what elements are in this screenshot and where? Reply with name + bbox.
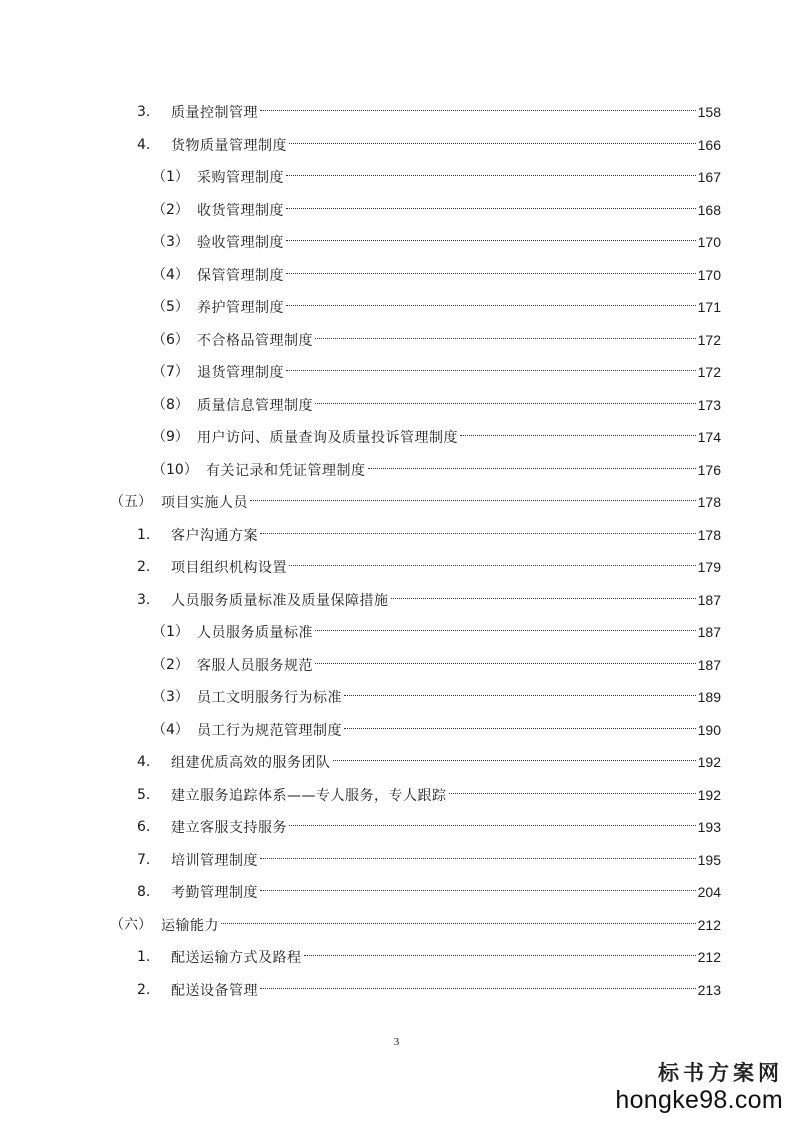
toc-entry-number: 3.	[137, 591, 151, 608]
toc-entry-page: 187	[697, 591, 721, 608]
toc-entry-number: （4）	[152, 266, 189, 283]
toc-entry-title: 用户访问、质量查询及质量投诉管理制度	[197, 430, 458, 446]
toc-entry-title: 组建优质高效的服务团队	[171, 755, 331, 771]
toc-entry-page: 190	[697, 721, 721, 738]
toc-entry-title: 收货管理制度	[197, 202, 284, 219]
dot-leader	[260, 838, 696, 859]
toc-entry-title: 员工文明服务行为标准	[197, 690, 342, 706]
dot-leader	[250, 480, 696, 501]
toc-entry-title: 质量控制管理	[171, 105, 258, 121]
toc-entry-page: 192	[697, 754, 721, 770]
dot-leader	[289, 545, 696, 566]
toc-entry-number: 5.	[137, 786, 151, 803]
toc-entry-title: 考勤管理制度	[171, 885, 258, 901]
toc-entry-number: 1.	[137, 526, 151, 543]
toc-entry-page: 158	[697, 104, 721, 120]
toc-entry-title: 培训管理制度	[171, 852, 258, 869]
toc-entry-number: （10）	[152, 461, 198, 478]
toc-entry-number: 7.	[137, 851, 151, 868]
dot-leader	[391, 578, 696, 599]
toc-entry-page: 189	[697, 689, 721, 705]
dot-leader	[260, 870, 696, 891]
toc-entry-title: 建立客服支持服务	[171, 820, 287, 836]
dot-leader	[289, 123, 696, 144]
toc-entry-page: 187	[697, 656, 721, 673]
watermark-brand: 标书方案网	[658, 1060, 783, 1085]
dot-leader	[304, 935, 696, 956]
toc-entry-page: 173	[697, 396, 721, 413]
toc-entry-page: 166	[697, 136, 721, 153]
toc-entry-number: （3）	[152, 234, 189, 250]
dot-leader	[260, 513, 696, 534]
dot-leader	[286, 253, 696, 274]
toc-entry-page: 170	[697, 234, 721, 250]
dot-leader	[286, 188, 696, 209]
watermark-url: hongke98.com	[615, 1086, 783, 1114]
toc-entry-title: 有关记录和凭证管理制度	[206, 462, 366, 479]
toc-entry-title: 质量信息管理制度	[197, 397, 313, 414]
toc-entry-number: （7）	[152, 364, 189, 380]
dot-leader	[344, 708, 696, 729]
toc-entry-title: 货物质量管理制度	[171, 137, 287, 154]
toc-entry-page: 178	[697, 494, 721, 510]
toc-entry-title: 养护管理制度	[197, 300, 284, 316]
toc-entry-page: 179	[697, 559, 721, 575]
toc-entry-title: 员工行为规范管理制度	[197, 722, 342, 739]
toc-entry-number: 2.	[137, 981, 151, 998]
dot-leader	[286, 350, 696, 371]
watermark-logo	[615, 1060, 783, 1114]
toc-entry-number: （5）	[152, 299, 189, 315]
toc-entry-title: 退货管理制度	[197, 365, 284, 381]
dot-leader	[286, 155, 696, 176]
toc-entry-page: 171	[697, 299, 721, 315]
dot-leader	[344, 675, 696, 696]
toc-entry-number: 1.	[137, 949, 151, 965]
toc-entry-title: 建立服务追踪体系——专人服务，专人跟踪	[171, 787, 447, 804]
toc-entry-page: 174	[697, 429, 721, 445]
toc-entry-number: 6.	[137, 819, 151, 835]
toc-entry-line	[171, 974, 721, 1006]
toc-entry-title: 客户沟通方案	[171, 527, 258, 544]
toc-entry[interactable]	[0, 974, 793, 1006]
dot-leader	[333, 740, 696, 761]
dot-leader	[368, 448, 696, 469]
toc-entry-number: （2）	[152, 201, 189, 218]
toc-entry-title: 运输能力	[161, 917, 219, 934]
toc-entry-number: （六）	[110, 916, 152, 933]
toc-entry-page: 193	[697, 819, 721, 835]
toc-entry-page: 178	[697, 526, 721, 543]
dot-leader	[449, 773, 696, 794]
toc-entry-title: 人员服务质量标准及质量保障措施	[171, 592, 389, 609]
toc-entry-number: （2）	[152, 656, 189, 673]
dot-leader	[260, 90, 696, 111]
toc-entry-title: 配送设备管理	[171, 982, 258, 999]
toc-entry-title: 客服人员服务规范	[197, 657, 313, 674]
toc-entry-number: （8）	[152, 396, 189, 413]
toc-entry-number: （4）	[152, 721, 189, 738]
toc-entry-number: （9）	[152, 429, 189, 445]
toc-entry-page: 187	[697, 624, 721, 640]
dot-leader	[260, 968, 696, 989]
toc-entry-page: 172	[697, 331, 721, 348]
toc-entry-page: 167	[697, 169, 721, 185]
toc-entry-page: 212	[697, 916, 721, 933]
dot-leader	[315, 383, 696, 404]
toc-entry-title: 验收管理制度	[197, 235, 284, 251]
toc-entry-title: 保管管理制度	[197, 267, 284, 284]
dot-leader	[315, 610, 696, 631]
toc-entry-number: 2.	[137, 559, 151, 575]
toc-entry-title: 项目实施人员	[161, 495, 248, 511]
toc-entry-page: 192	[697, 786, 721, 803]
toc-entry-number: （五）	[110, 494, 152, 510]
toc-entry-title: 项目组织机构设置	[171, 560, 287, 576]
dot-leader	[315, 643, 696, 664]
toc-entry-page: 168	[697, 201, 721, 218]
dot-leader	[289, 805, 696, 826]
toc-entry-number: 4.	[137, 136, 151, 153]
toc-entry-number: （3）	[152, 689, 189, 705]
toc-entry-page: 176	[697, 461, 721, 478]
toc-entry-title: 人员服务质量标准	[197, 625, 313, 641]
toc-entry-page: 170	[697, 266, 721, 283]
toc-entry-page: 172	[697, 364, 721, 380]
dot-leader	[286, 220, 696, 241]
toc-entry-number: 4.	[137, 754, 151, 770]
page-number: 3	[393, 1036, 400, 1048]
dot-leader	[315, 318, 696, 339]
toc-entry-number: 8.	[137, 884, 151, 900]
toc-entry-page: 213	[697, 981, 721, 998]
toc-entry-page: 195	[697, 851, 721, 868]
toc-entry-title: 配送运输方式及路程	[171, 950, 302, 966]
toc-entry-title: 采购管理制度	[197, 170, 284, 186]
dot-leader	[286, 285, 696, 306]
toc-entry-title: 不合格品管理制度	[197, 332, 313, 349]
toc-entry-number: （6）	[152, 331, 189, 348]
dot-leader	[221, 903, 696, 924]
dot-leader	[460, 415, 696, 436]
toc-entry-page: 204	[697, 884, 721, 900]
toc-entry-page: 212	[697, 949, 721, 965]
toc-entry-number: （1）	[152, 169, 189, 185]
toc-entry-number: 3.	[137, 104, 151, 120]
toc-entry-number: （1）	[152, 624, 189, 640]
